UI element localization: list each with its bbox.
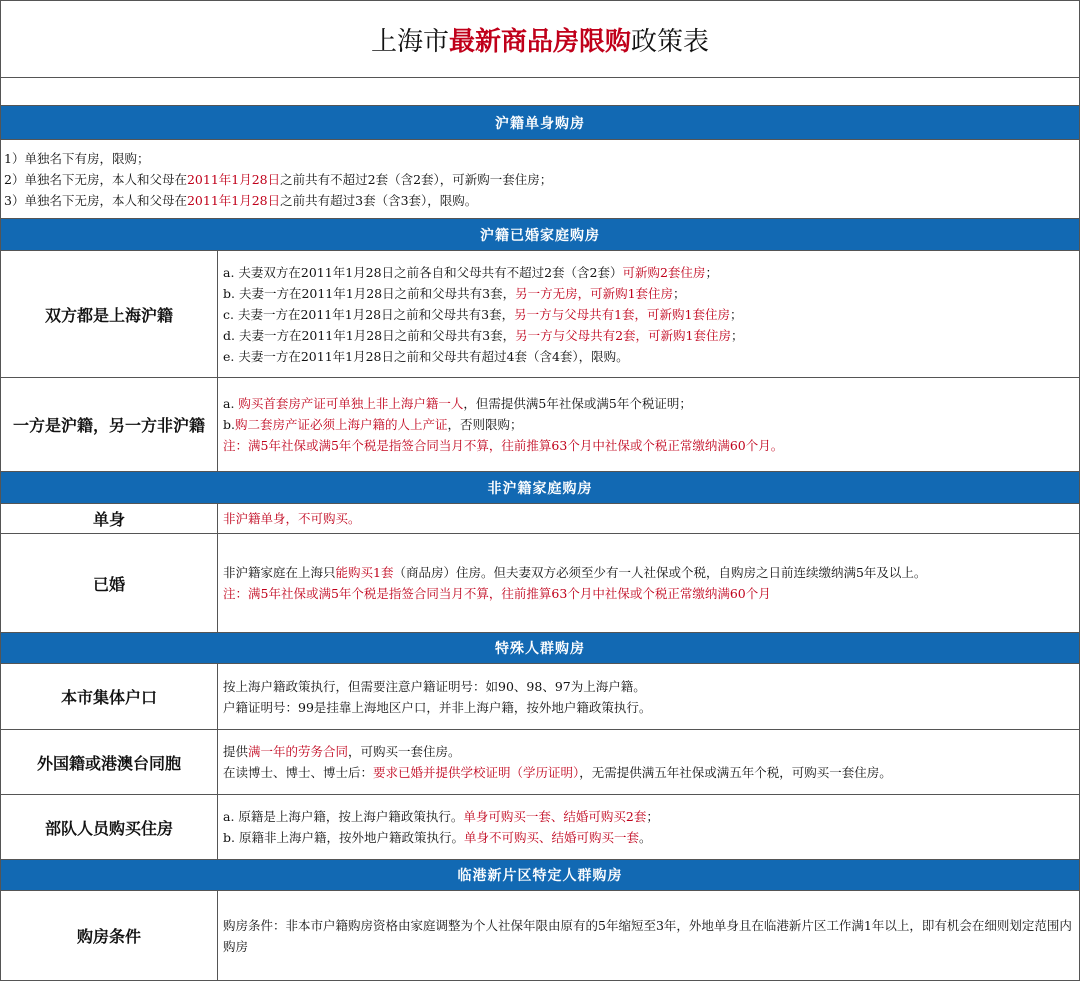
section-header-non-hu (1, 472, 1079, 504)
section-title: 非沪籍家庭购房 (487, 480, 593, 497)
title-prefix: 上海市 (370, 26, 449, 57)
hu-single-content (1, 140, 1079, 218)
row-label: 部队人员购买住房 (1, 795, 218, 859)
army-row (1, 795, 1079, 860)
foreign-row (1, 730, 1079, 795)
row-label: 已婚 (1, 534, 218, 632)
section-header-hu-single (1, 106, 1079, 140)
rule-line: a. 原籍是上海户籍，按上海户籍政策执行。单身可购买一套、结婚可购买2套； (223, 809, 659, 824)
section-header-hu-married (1, 219, 1079, 251)
one-hu-content (218, 378, 1079, 471)
hu-single-row (1, 140, 1079, 219)
title-highlight: 最新商品房限购 (448, 26, 631, 57)
title-suffix: 政策表 (631, 26, 710, 57)
non-hu-married-content (218, 534, 1079, 632)
section-title: 沪籍已婚家庭购房 (480, 227, 600, 244)
non-hu-married-row (1, 534, 1079, 633)
lingang-content (218, 891, 1079, 980)
rule-line: 非沪籍家庭在上海只能购买1套（商品房）住房。但夫妻双方必须至少有一人社保或个税，自购房之日前连续缴纳满5年及以上。 (223, 565, 927, 580)
row-label: 一方是沪籍，另一方非沪籍 (1, 378, 218, 471)
collective-content (218, 664, 1079, 729)
row-label: 单身 (1, 504, 218, 533)
rule-line: b. 夫妻一方在2011年1月28日之前和父母共有3套，另一方无房，可新购1套住房； (223, 285, 686, 301)
rule-line: 提供满一年的劳务合同，可购买一套住房。 (223, 744, 461, 759)
one-hu-row (1, 378, 1079, 472)
section-header-special (1, 633, 1079, 664)
section-title: 特殊人群购房 (495, 641, 585, 657)
rule-line: 1）单独名下有房，限购； (4, 150, 150, 166)
rule-line: 2）单独名下无房，本人和父母在2011年1月28日之前共有不超过2套（含2套），可新购一套住房； (4, 171, 553, 187)
row-label: 购房条件 (1, 891, 218, 980)
rule-line: b.购二套房产证必须上海户籍的人上产证，否则限购； (223, 417, 523, 432)
rule-line: c. 夫妻一方在2011年1月28日之前和父母共有3套，另一方与父母共有1套，可新购1套住房； (223, 306, 743, 322)
rule-line: a. 购买首套房产证可单独上非上海户籍一人，但需提供满5年社保或满5年个税证明； (223, 396, 692, 411)
both-hu-content (218, 251, 1079, 377)
rule-line: 户籍证明号：99是挂靠上海地区户口，并非上海户籍，按外地户籍政策执行。 (223, 699, 652, 715)
page-title (1, 1, 1079, 78)
non-hu-single-row (1, 504, 1079, 534)
note-line: 注：满5年社保或满5年个税是指签合同当月不算，往前推算63个月中社保或个税正常缴纳满60个月 (223, 586, 771, 601)
rule-line: e. 夫妻一方在2011年1月28日之前和父母共有超过4套（含4套），限购。 (223, 348, 629, 364)
rule-line: 购房条件：非本市户籍购房资格由家庭调整为个人社保年限由原有的5年缩短至3年，外地单身且在临港新片区工作满1年以上，即有机会在细则划定范围内购房 (223, 917, 1072, 954)
non-hu-single-content: 非沪籍单身，不可购买。 (223, 511, 361, 526)
section-title: 沪籍单身购房 (495, 115, 585, 132)
rule-line: a. 夫妻双方在2011年1月28日之前各自和父母共有不超过2套（含2套）可新购2套住房； (223, 264, 718, 280)
rule-line: 3）单独名下无房，本人和父母在2011年1月28日之前共有超过3套（含3套），限购。 (4, 192, 478, 208)
section-title: 临港新片区特定人群购房 (457, 868, 623, 884)
army-content (218, 795, 1079, 859)
row-label: 本市集体户口 (1, 664, 218, 729)
rule-line: b. 原籍非上海户籍，按外地户籍政策执行。单身不可购买、结婚可购买一套。 (223, 830, 652, 845)
rule-line: 在读博士、博士、博士后：要求已婚并提供学校证明（学历证明），无需提供满五年社保或满五年个税，可购买一套住房。 (223, 765, 892, 780)
spacer-row (1, 78, 1079, 106)
rule-line: 按上海户籍政策执行，但需要注意户籍证明号：如90、98、97为上海户籍。 (223, 678, 646, 694)
row-label: 双方都是上海沪籍 (1, 251, 218, 377)
rule-line: d. 夫妻一方在2011年1月28日之前和父母共有3套，另一方与父母共有2套，可新购1套住房； (223, 327, 744, 343)
foreign-content (218, 730, 1079, 794)
section-header-lingang (1, 860, 1079, 891)
both-hu-row (1, 251, 1079, 378)
lingang-row (1, 891, 1079, 980)
row-label: 外国籍或港澳台同胞 (1, 730, 218, 794)
collective-row (1, 664, 1079, 730)
note-line: 注：满5年社保或满5年个税是指签合同当月不算，往前推算63个月中社保或个税正常缴纳满60个月。 (223, 438, 784, 453)
